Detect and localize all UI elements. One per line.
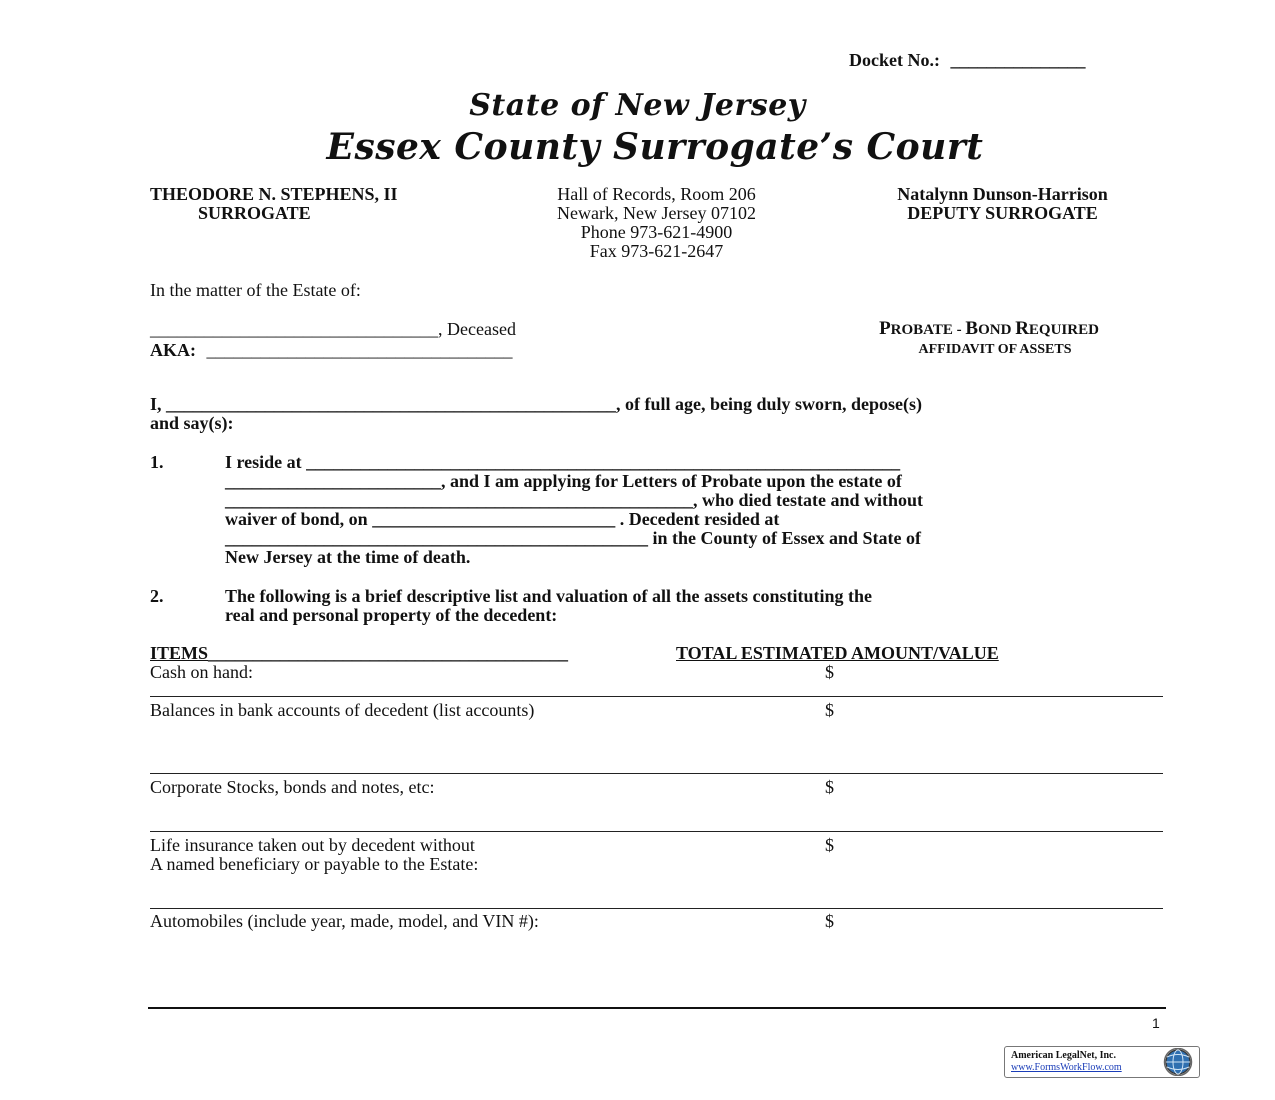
row-stocks-value[interactable]: $ xyxy=(825,777,834,797)
address-line1: Hall of Records, Room 206 xyxy=(557,184,756,204)
para1-line1[interactable]: I reside at __________________________________________________________________ xyxy=(225,452,901,472)
brand-name: American LegalNet, Inc. xyxy=(1011,1050,1116,1061)
aka-label: AKA: xyxy=(150,340,196,360)
page-number: 1 xyxy=(1152,1015,1160,1031)
state-title: State of New Jersey xyxy=(469,88,806,123)
form-subtitle: AFFIDAVIT OF ASSETS xyxy=(918,342,1072,357)
para1-line4[interactable]: waiver of bond, on ___________________________ . Decedent resided at xyxy=(225,509,780,529)
deputy-name: Natalynn Dunson-Harrison xyxy=(897,184,1108,204)
deceased-line[interactable]: ________________________________, Deceased xyxy=(150,319,516,339)
brand-badge[interactable] xyxy=(1004,1046,1200,1078)
para1-line3[interactable]: ____________________________________________________, who died testate and without xyxy=(225,490,924,510)
address-line2: Newark, New Jersey 07102 xyxy=(557,203,756,223)
para2-number: 2. xyxy=(150,586,164,606)
para2-line2: real and personal property of the decedent: xyxy=(225,605,558,625)
oath-line2: and say(s): xyxy=(150,413,234,433)
para1-number: 1. xyxy=(150,452,164,472)
row-cash-value[interactable]: $ xyxy=(825,662,834,682)
court-title: Essex County Surrogate’s Court xyxy=(326,126,984,168)
docket-blank: _______________ xyxy=(950,50,1086,70)
row-auto-value[interactable]: $ xyxy=(825,911,834,931)
para1-line6: New Jersey at the time of death. xyxy=(225,547,471,567)
row-bank-value[interactable]: $ xyxy=(825,700,834,720)
para1-line5[interactable]: _______________________________________________ in the County of Essex and State of xyxy=(225,528,922,548)
footer-rule xyxy=(148,1007,1166,1009)
col-header-value: TOTAL ESTIMATED AMOUNT/VALUE xyxy=(676,643,999,663)
aka-blank[interactable]: __________________________________ xyxy=(206,340,513,360)
row-insurance-label2: A named beneficiary or payable to the Estate: xyxy=(150,854,479,874)
divider xyxy=(150,773,1163,774)
col-header-items: ITEMS________________________________________ xyxy=(150,643,569,663)
divider xyxy=(150,831,1163,832)
oath-line1[interactable]: I, __________________________________________________, of full age, being duly sworn, depose(s) xyxy=(150,394,923,414)
globe-icon xyxy=(1163,1048,1193,1076)
form-title: PROBATE - BOND REQUIRED xyxy=(879,318,1099,339)
aka-field[interactable] xyxy=(150,340,513,361)
brand-url[interactable]: www.FormsWorkFlow.com xyxy=(1011,1062,1122,1073)
row-cash-label: Cash on hand: xyxy=(150,662,253,682)
row-insurance-value[interactable]: $ xyxy=(825,835,834,855)
fax: Fax 973-621-2647 xyxy=(589,241,724,261)
para2-line1: The following is a brief descriptive list and valuation of all the assets constituting the xyxy=(225,586,873,606)
para1-line2[interactable]: ________________________, and I am applying for Letters of Probate upon the estate of xyxy=(225,471,902,491)
matter-intro: In the matter of the Estate of: xyxy=(150,280,361,300)
row-bank-label: Balances in bank accounts of decedent (list accounts) xyxy=(150,700,535,720)
divider xyxy=(150,908,1163,909)
docket-label: Docket No.: xyxy=(849,50,940,70)
surrogate-title: SURROGATE xyxy=(198,203,311,223)
phone: Phone 973-621-4900 xyxy=(580,222,733,242)
row-insurance-label: Life insurance taken out by decedent without xyxy=(150,835,475,855)
row-auto-label: Automobiles (include year, made, model, and VIN #): xyxy=(150,911,539,931)
deputy-title: DEPUTY SURROGATE xyxy=(907,203,1098,223)
docket-field xyxy=(849,50,1085,71)
divider xyxy=(150,696,1163,697)
surrogate-name: THEODORE N. STEPHENS, II xyxy=(150,184,398,204)
row-stocks-label: Corporate Stocks, bonds and notes, etc: xyxy=(150,777,435,797)
